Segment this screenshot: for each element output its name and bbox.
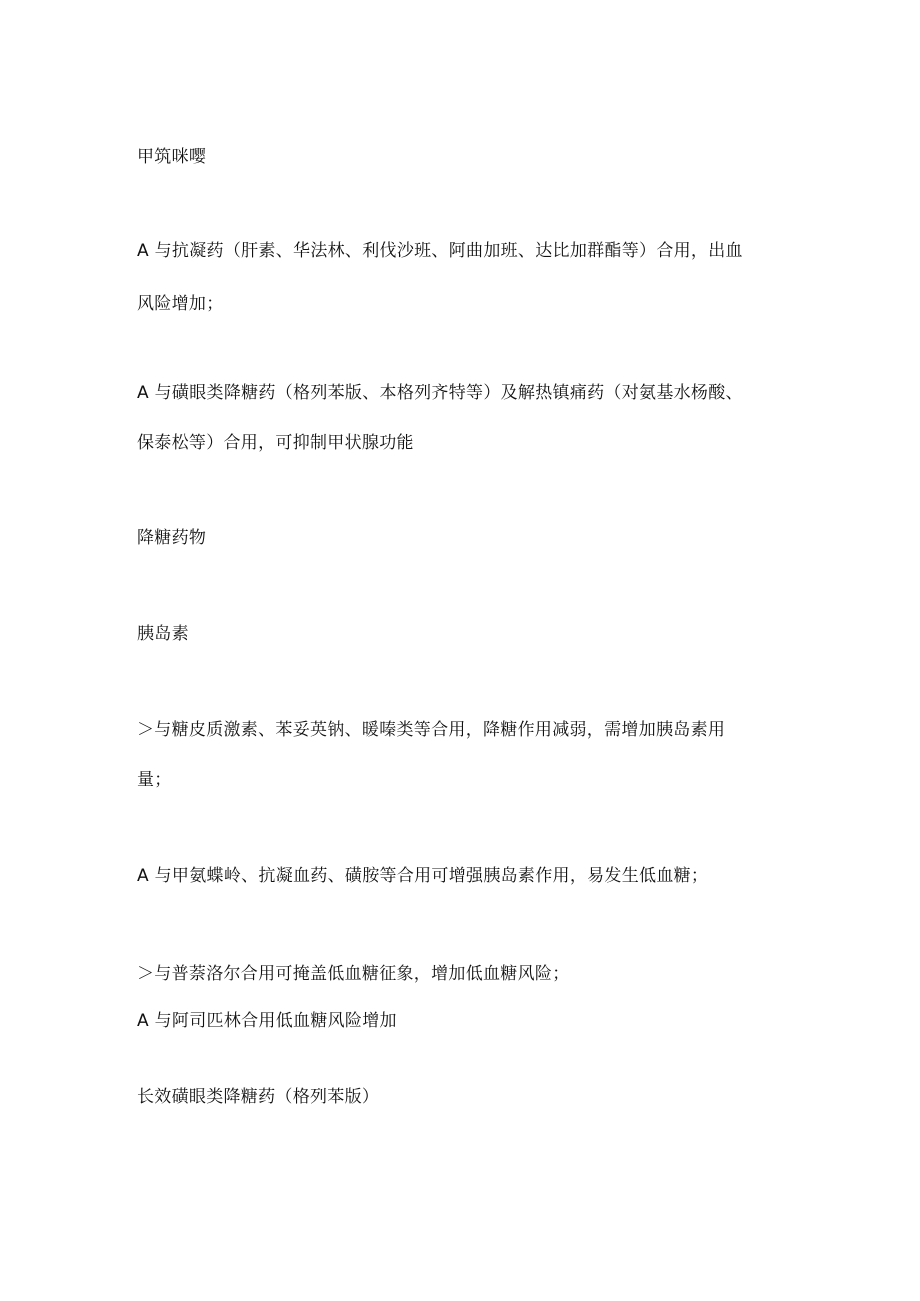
paragraph-glucocorticoid-line2: 量； (137, 770, 172, 790)
paragraph-sulfonylurea-line1: A 与磺眼类降糖药（格列苯版、本格列齐特等）及解热镇痛药（对氨基水杨酸、 (137, 383, 743, 403)
paragraph-glucocorticoid-line1: ＞与糖皮质激素、苯妥英钠、暖嗪类等合用，降糖作用减弱，需增加胰岛素用 (137, 720, 726, 740)
paragraph-aspirin: A 与阿司匹林合用低血糖风险增加 (137, 1011, 397, 1031)
paragraph-propranolol: ＞与普萘洛尔合用可掩盖低血糖征象，增加低血糖风险； (137, 964, 570, 984)
paragraph-sulfonylurea-line2: 保泰松等）合用，可抑制甲状腺功能 (137, 433, 414, 453)
heading-hypoglycemic-drugs: 降糖药物 (137, 528, 207, 548)
paragraph-anticoagulant-line1: A 与抗凝药（肝素、华法林、利伐沙班、阿曲加班、达比加群酯等）合用，出血 (137, 241, 743, 261)
paragraph-methotrexate: A 与甲氨蝶岭、抗凝血药、磺胺等合用可增强胰岛素作用，易发生低血糖； (137, 866, 709, 886)
heading-long-acting-sulfonylurea: 长效磺眼类降糖药（格列苯版） (137, 1087, 380, 1107)
paragraph-anticoagulant-line2: 风险增加； (137, 294, 224, 314)
heading-thyroid-drug: 甲筑咪嘤 (137, 147, 207, 167)
heading-insulin: 胰岛素 (137, 624, 189, 644)
